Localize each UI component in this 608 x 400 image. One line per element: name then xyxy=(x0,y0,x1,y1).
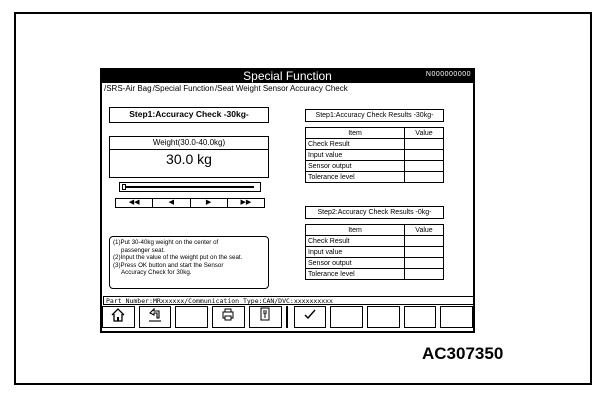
memo-button[interactable] xyxy=(249,306,282,328)
step1-title: Step1:Accuracy Check -30kg- xyxy=(109,107,269,123)
slider-track xyxy=(126,186,254,188)
table-row xyxy=(306,247,444,258)
results-step2 xyxy=(305,206,444,280)
empty-button[interactable] xyxy=(404,306,437,328)
results-step1 xyxy=(305,109,444,183)
table-row xyxy=(306,236,444,247)
row-value xyxy=(405,150,444,161)
row-value xyxy=(405,139,444,150)
slider-thumb[interactable] xyxy=(122,184,126,190)
row-value xyxy=(405,247,444,258)
instruction-line: Accuracy Check for 30kg. xyxy=(121,269,192,277)
memo-icon xyxy=(259,307,271,321)
print-button[interactable] xyxy=(212,306,245,328)
transport-buttons xyxy=(115,198,265,208)
checkmark-icon xyxy=(303,307,317,321)
empty-button[interactable] xyxy=(440,306,473,328)
figure-code: AC307350 xyxy=(422,344,504,363)
breadcrumb-item-srs[interactable]: /SRS-Air Bag xyxy=(104,84,152,93)
empty-button[interactable] xyxy=(330,306,363,328)
column-header: Item xyxy=(306,128,405,139)
row-label: Check Result xyxy=(306,139,405,150)
weight-label: Weight(30.0-40.0kg) xyxy=(110,137,268,150)
title-code: N000000000 xyxy=(425,71,471,78)
bottom-toolbar xyxy=(102,306,473,331)
instruction-line: (1)Put 30-40kg weight on the center of xyxy=(113,239,219,246)
row-value xyxy=(405,269,444,280)
breadcrumb-item-seat-weight: /Seat Weight Sensor Accuracy Check xyxy=(214,84,348,93)
row-value xyxy=(405,236,444,247)
row-value xyxy=(405,161,444,172)
row-value xyxy=(405,258,444,269)
column-header: Item xyxy=(306,225,405,236)
weight-input-box[interactable] xyxy=(109,136,269,178)
breadcrumb-item-special-function[interactable]: /Special Function xyxy=(152,84,214,93)
ok-button[interactable] xyxy=(294,306,327,328)
decrement-button[interactable]: ◀ xyxy=(153,199,190,207)
home-icon xyxy=(110,307,126,323)
home-button[interactable] xyxy=(102,306,135,328)
empty-button[interactable] xyxy=(367,306,400,328)
table-row xyxy=(306,139,444,150)
breadcrumb xyxy=(104,84,349,93)
weight-value: 30.0 kg xyxy=(166,151,212,167)
table-row xyxy=(306,172,444,183)
app-screen xyxy=(100,68,475,333)
back-arrow-icon xyxy=(147,307,163,323)
instruction-line: (2)Input the value of the weight put on the seat. xyxy=(113,254,243,262)
printer-icon xyxy=(221,307,235,321)
increment-button[interactable]: ▶ xyxy=(191,199,228,207)
row-label: Input value xyxy=(306,150,405,161)
table-row xyxy=(306,269,444,280)
results-step1-table xyxy=(305,127,444,183)
instructions-box xyxy=(109,236,269,289)
instruction-line: passenger seat. xyxy=(121,246,166,254)
window-title: Special Function xyxy=(243,69,332,83)
weight-slider[interactable] xyxy=(119,182,261,192)
title-bar xyxy=(102,70,473,83)
results-step1-title: Step1:Accuracy Check Results -30kg- xyxy=(305,109,444,122)
row-label: Tolerance level xyxy=(306,172,405,183)
results-step2-table xyxy=(305,224,444,280)
column-header: Value xyxy=(405,225,444,236)
back-button[interactable] xyxy=(139,306,172,328)
table-row xyxy=(306,150,444,161)
table-row xyxy=(306,161,444,172)
instruction-line: (3)Press OK button and start the Sensor xyxy=(113,261,224,269)
status-bar: Part Number:MRxxxxxx/Communication Type:CAN/DVC:xxxxxxxxxx xyxy=(103,296,474,305)
row-label: Sensor output xyxy=(306,161,405,172)
empty-button[interactable] xyxy=(175,306,208,328)
fast-rewind-button[interactable]: ◀◀ xyxy=(116,199,153,207)
fast-forward-button[interactable]: ▶▶ xyxy=(240,199,252,206)
column-header: Value xyxy=(405,128,444,139)
row-value xyxy=(405,172,444,183)
table-row xyxy=(306,258,444,269)
row-label: Check Result xyxy=(306,236,405,247)
results-step2-title: Step2:Accuracy Check Results -0kg- xyxy=(305,206,444,219)
toolbar-separator xyxy=(286,306,290,328)
row-label: Tolerance level xyxy=(306,269,405,280)
row-label: Input value xyxy=(306,247,405,258)
row-label: Sensor output xyxy=(306,258,405,269)
